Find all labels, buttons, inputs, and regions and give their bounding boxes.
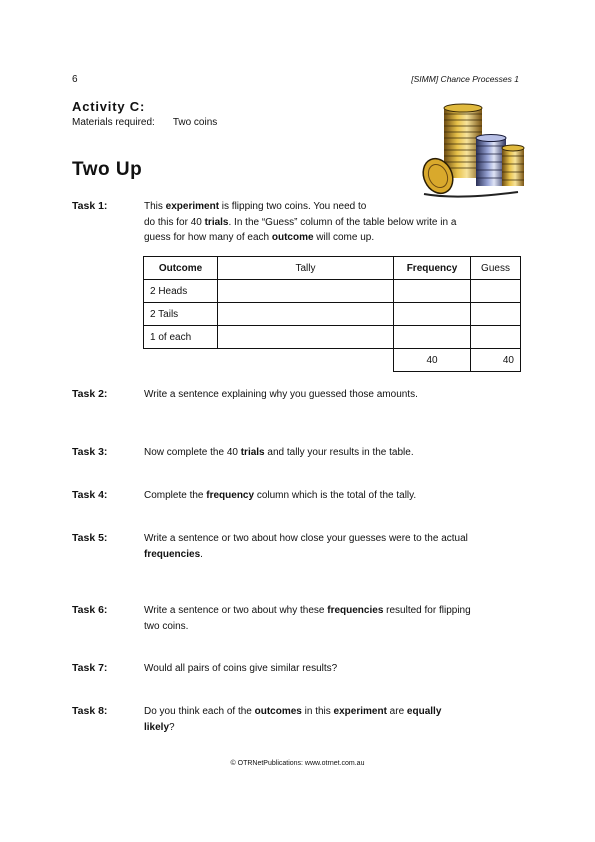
table-row (144, 303, 521, 326)
materials-line (72, 117, 217, 128)
coin-stack-icon (418, 102, 528, 200)
running-header: [SIMM] Chance Processes 1 (411, 74, 519, 84)
header-outcome: Outcome (144, 257, 218, 280)
outcome-cell: 1 of each (144, 326, 218, 349)
task-8-text: Do you think each of the outcomes in this experiment are equally likely? (144, 706, 442, 733)
table-row (144, 326, 521, 349)
header-frequency: Frequency (394, 257, 471, 280)
results-table (143, 256, 521, 372)
task-5-text: Write a sentence or two about how close your guesses were to the actual frequencies. (144, 533, 468, 560)
guess-cell[interactable] (471, 303, 521, 326)
empty-cell (144, 349, 218, 372)
task-5-label: Task 5: (72, 532, 108, 544)
tally-cell[interactable] (218, 280, 394, 303)
task-2-label: Task 2: (72, 388, 108, 400)
empty-cell (218, 349, 394, 372)
task-4-label: Task 4: (72, 489, 108, 501)
task-6-label: Task 6: (72, 604, 108, 616)
task-8-label: Task 8: (72, 705, 108, 717)
task-2-text: Write a sentence explaining why you guessed those amounts. (144, 389, 418, 400)
guess-total: 40 (471, 349, 521, 372)
materials-value: Two coins (172, 117, 218, 128)
page-title: Two Up (72, 159, 143, 180)
guess-cell[interactable] (471, 280, 521, 303)
frequency-cell[interactable] (394, 303, 471, 326)
task-6-text: Write a sentence or two about why these frequencies resulted for flipping two coins. (144, 605, 471, 632)
materials-label: Materials required: (72, 117, 155, 128)
tally-cell[interactable] (218, 303, 394, 326)
tally-cell[interactable] (218, 326, 394, 349)
outcome-cell: 2 Tails (144, 303, 218, 326)
task-1-label: Task 1: (72, 200, 108, 212)
frequency-cell[interactable] (394, 280, 471, 303)
page-number: 6 (72, 74, 78, 85)
table-row (144, 280, 521, 303)
activity-title: Activity C: (72, 99, 146, 114)
task-3-label: Task 3: (72, 446, 108, 458)
task-1-text: This experiment is flipping two coins. You need to do this for 40 trials. In the “Guess” column of the table below write in a guess for how many of each outcome will come up. (144, 201, 457, 243)
table-header-row (144, 257, 521, 280)
header-guess: Guess (471, 257, 521, 280)
task-7-label: Task 7: (72, 662, 108, 674)
table-totals-row (144, 349, 521, 372)
guess-cell[interactable] (471, 326, 521, 349)
footer-copyright: © OTRNetPublications: www.otrnet.com.au (230, 760, 365, 767)
header-tally: Tally (218, 257, 394, 280)
task-7-text: Would all pairs of coins give similar results? (144, 663, 338, 674)
frequency-cell[interactable] (394, 326, 471, 349)
frequency-total: 40 (394, 349, 471, 372)
task-3-text: Now complete the 40 trials and tally your results in the table. (144, 447, 414, 458)
task-4-text: Complete the frequency column which is the total of the tally. (144, 490, 417, 501)
outcome-cell: 2 Heads (144, 280, 218, 303)
